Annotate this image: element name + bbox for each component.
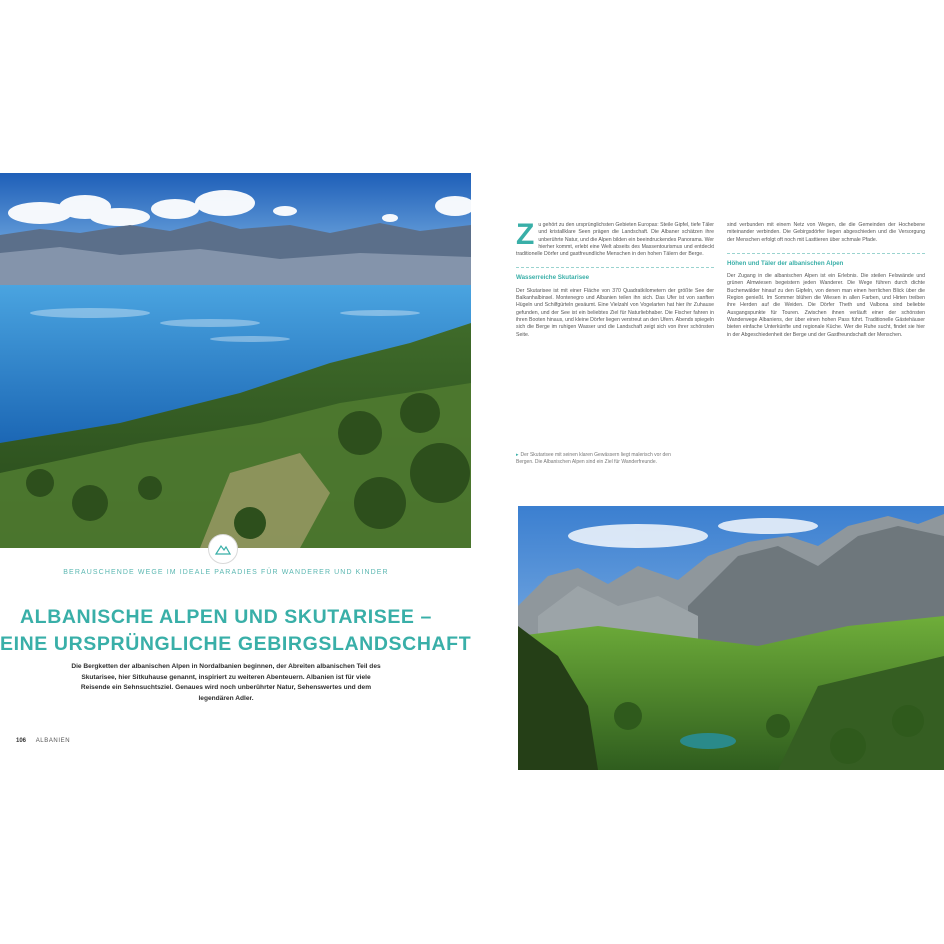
drop-cap: Z bbox=[516, 218, 535, 251]
headline-line-2: EINE URSPRÜNGLICHE GEBIRGSLANDSCHAFT bbox=[0, 633, 472, 655]
caption-text: Der Skutarisee mit seinen klaren Gewässern liegt malerisch vor den Bergen. Die Albanischen Alpen sind ein Ziel für Wanderfreunde. bbox=[516, 452, 671, 466]
section-name: ALBANIEN bbox=[35, 738, 71, 744]
kicker-text: BERAUSCHENDE WEGE IM IDEALE PARADIES FÜR WANDERER UND KINDER bbox=[63, 569, 389, 576]
mountain-icon bbox=[208, 534, 238, 564]
folio bbox=[16, 738, 70, 744]
page-number: 106 bbox=[16, 738, 27, 744]
subheading-alpen: Höhen und Täler der albanischen Alpen bbox=[727, 253, 925, 267]
subheading-skutarisee: Wasserreiche Skutarisee bbox=[516, 267, 714, 281]
headline-line-1: ALBANISCHE ALPEN UND SKUTARISEE – bbox=[20, 606, 432, 628]
photo-caption bbox=[516, 452, 676, 467]
body-paragraph-1: Der Skutarisee ist mit einer Fläche von 370 Quadratkilometern der größte See der Balkanhalbinsel. Montenegro und Albanien teilen ihn sich. Das Ufer ist von sanften Hügeln und Schilfgürteln gesäumt. Eine Vielzahl von Vogelarten hat hier ihr Zuhause gefunden, und der See ist ein beliebtes Ziel für Naturliebhaber. Die Fischer fahren in ihren Booten hinaus, und kleine Dörfer liegen verstreut an den Ufern. Abends spiegeln sich die Berge im ruhigen Wasser und die Landschaft zeigt sich von ihrer schönsten Seite. bbox=[516, 287, 714, 338]
body-paragraph-2: Der Zugang in die albanischen Alpen ist ein Erlebnis. Die steilen Felswände und grünen Almwiesen begeistern jeden Wanderer. Die Wege führen durch dichte Buchenwälder hinauf zu den Gipfeln, von denen man einen herrlichen Blick über die Region genießt. Im Sommer blühen die Wiesen in allen Farben, und Hirten treiben ihre Herden auf die Weiden. Die Dörfer Theth und Valbona sind beliebte Ausgangspunkte für Touren. Zwischen ihnen verläuft einer der schönsten Wanderwege Albaniens, der über einen hohen Pass führt. Traditionelle Gästehäuser bieten einfache Unterkünfte und regionale Küche. Wer die Ruhe sucht, findet sie hier in der Abgeschiedenheit der Berge und der Gastfreundschaft der Menschen. bbox=[727, 273, 925, 338]
page-title bbox=[0, 604, 472, 658]
col2-intro: sind verbunden mit einem Netz von Wegen, die die Gemeinden der Hochebene miteinander verbinden. Die Gebirgsdörfer liegen abgeschieden und die Versorgung der Menschen erfolgt oft noch mit Lasttieren über schmale Pfade. bbox=[727, 222, 925, 243]
lead-paragraph: Die Bergketten der albanischen Alpen in Nordalbanien beginnen, der Abreiten albanischen Teil des Skutarisee, hier Sitkuhause genannt, inspiriert zu weiteren Abenteuern. Albanien ist für viele Reisende ein Sehnsuchtsziel. Genaues wird noch unberührter Natur, Sehenswertes und dem legendären Adler. bbox=[71, 663, 381, 702]
lake-photo bbox=[0, 173, 471, 548]
intro-paragraph bbox=[516, 218, 714, 258]
intro-text: u gehört zu den ursprünglichsten Gebieten Europas: Steile Gipfel, tiefe Täler und kristallklare Seen prägen die Landschaft. Die Albaner schätzen ihre unberührte Natur, und die Alpen bilden ein beeindruckendes Panorama. Wer hierher kommt, erlebt eine Welt abseits des Massentourismus und entdeckt traditionelle Dörfer und gastfreundliche Menschen in den hohen Tälern der Berge. bbox=[516, 222, 714, 258]
caption-arrow-icon: ▸ bbox=[516, 452, 519, 458]
text-column-2 bbox=[727, 222, 925, 339]
text-column-1 bbox=[516, 218, 714, 339]
mountain-photo bbox=[518, 506, 944, 770]
